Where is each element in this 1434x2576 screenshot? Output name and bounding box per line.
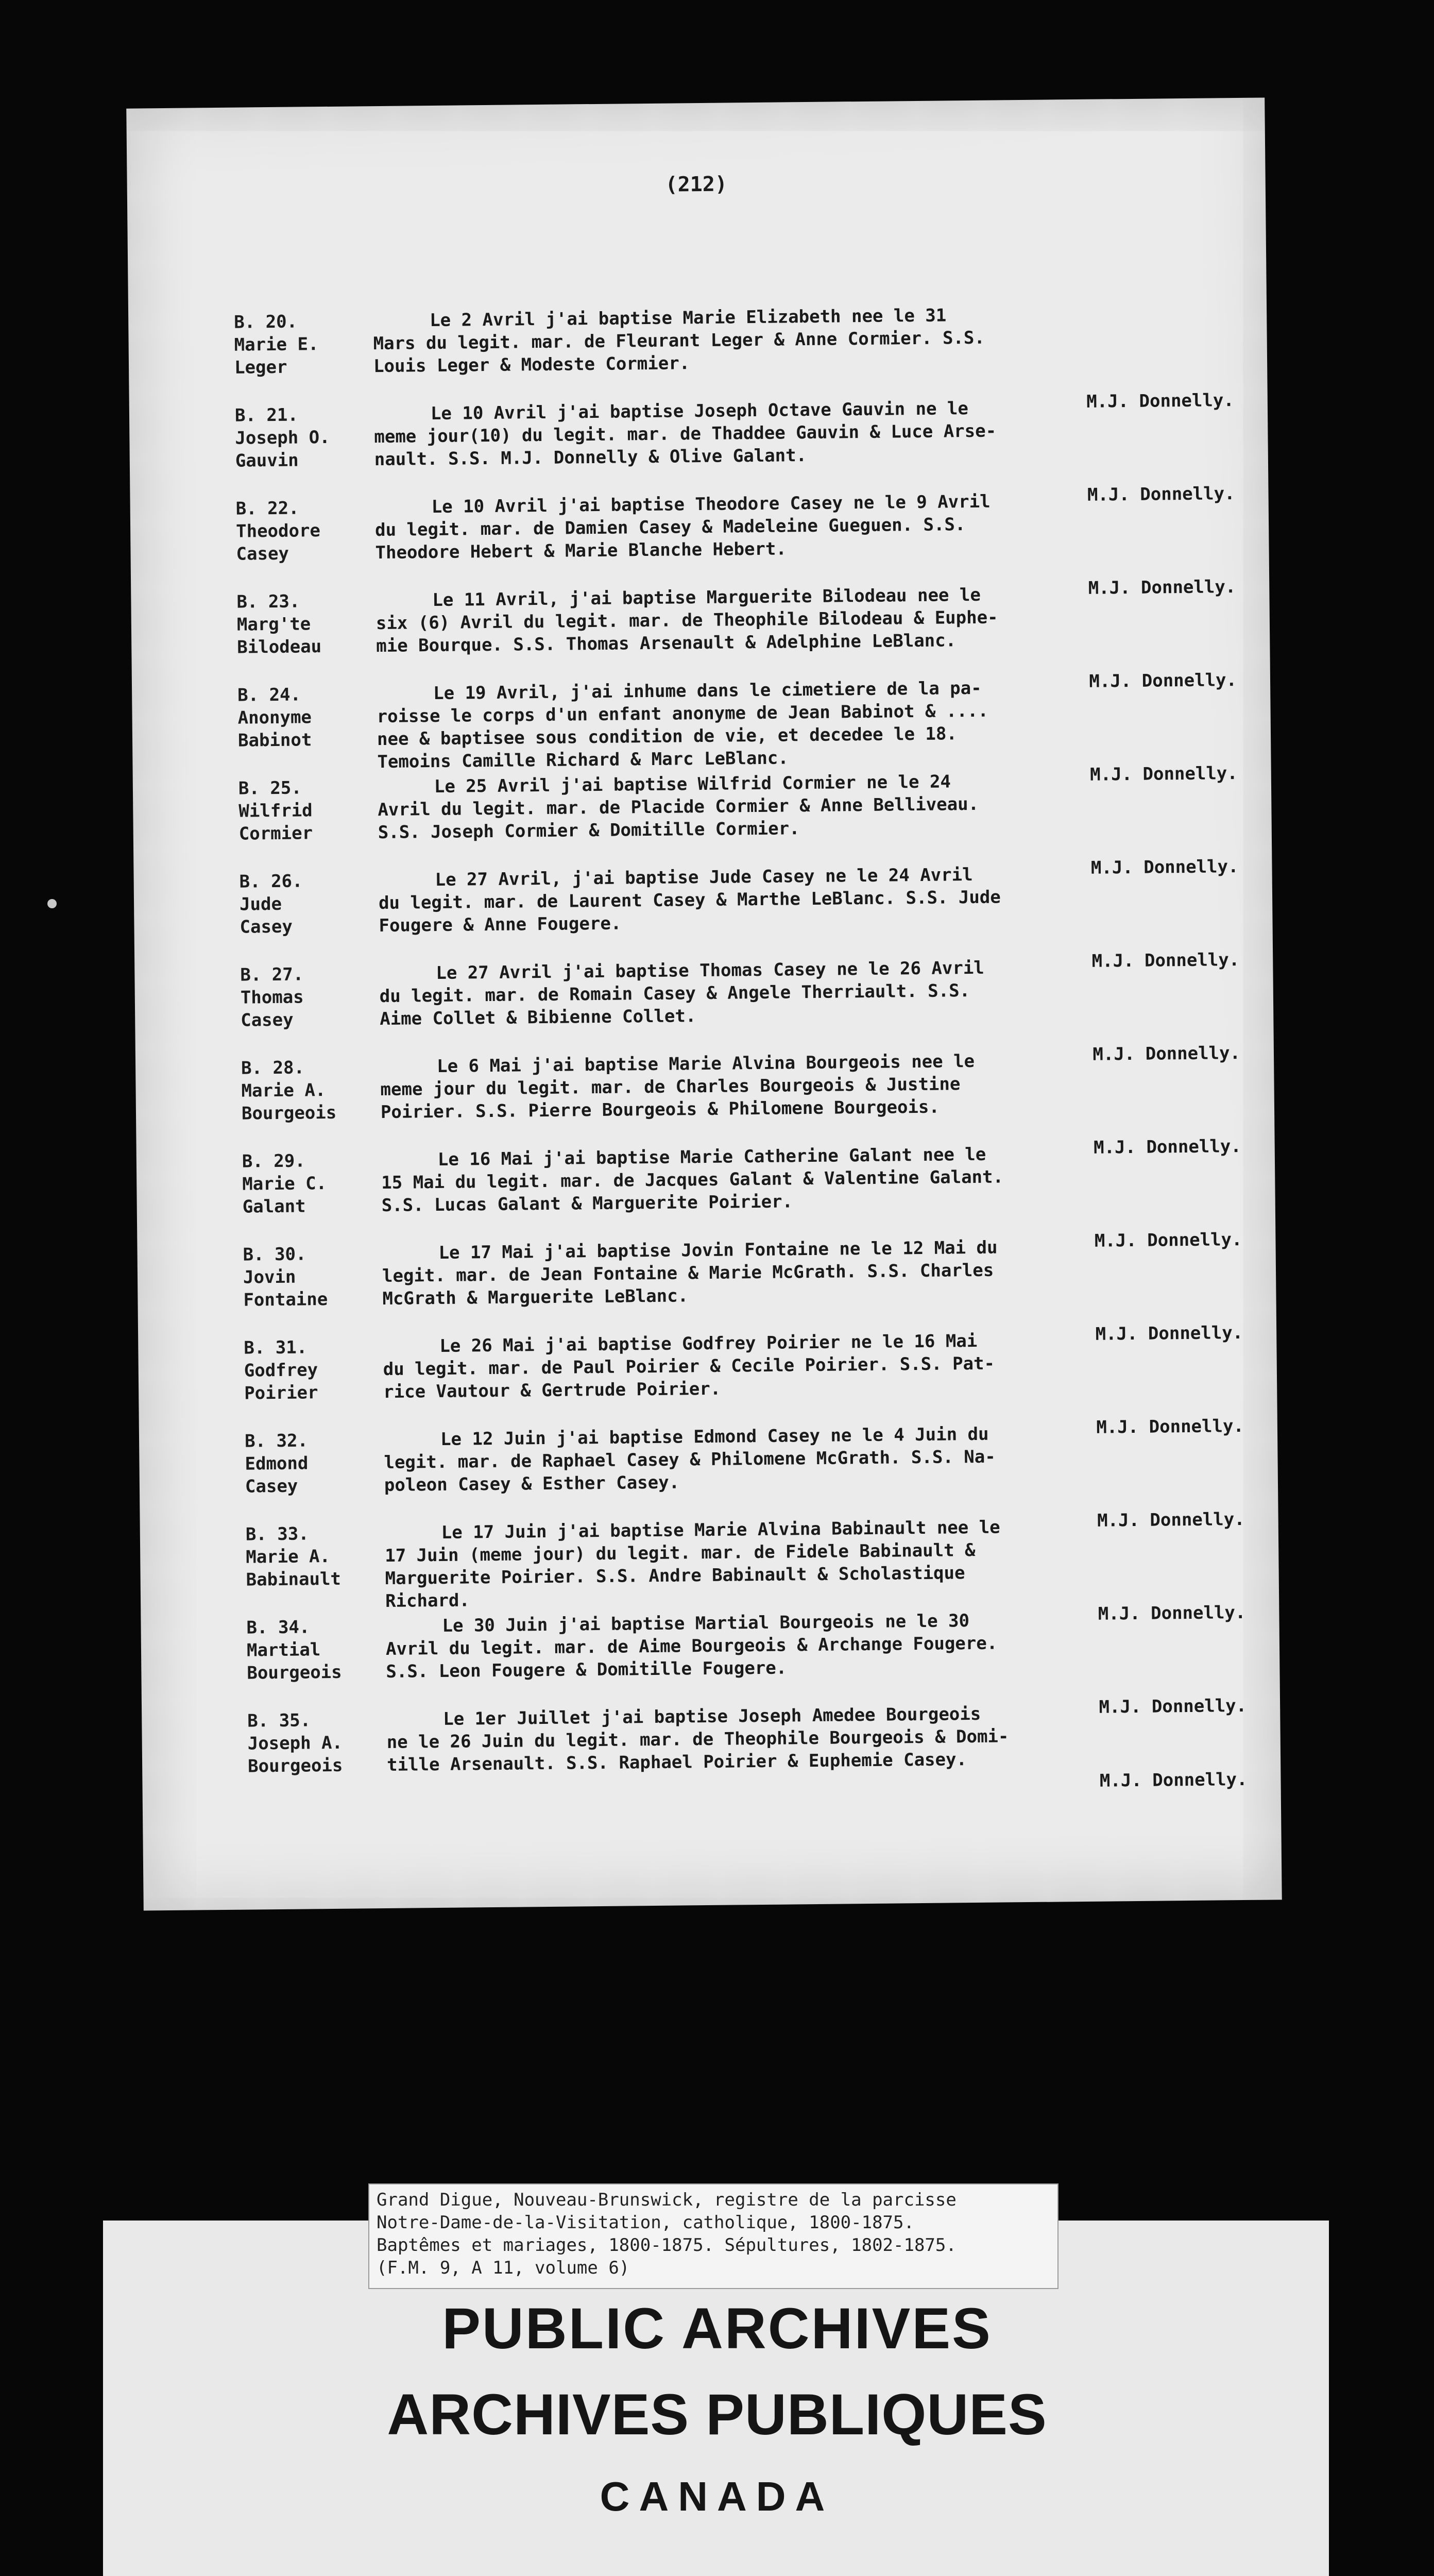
entry-label-line: B. 29. xyxy=(242,1150,305,1172)
entry-text-line: S.S. Leon Fougere & Domitille Fougere. xyxy=(386,1657,787,1682)
entry-label xyxy=(234,310,389,379)
archive-title-english: PUBLIC ARCHIVES xyxy=(442,2296,992,2361)
entry-text-line: legit. mar. de Jean Fontaine & Marie McGrath. S.S. Charles xyxy=(382,1260,994,1287)
entry-signature: M.J. Donnelly. xyxy=(1097,1509,1245,1531)
entry-signature: M.J. Donnelly. xyxy=(1093,1136,1241,1158)
entry-text-line: 17 Juin (meme jour) du legit. mar. de Fidele Babinault & xyxy=(385,1539,976,1566)
entry-text-line: Le 12 Juin j'ai baptise Edmond Casey ne le 4 Juin du xyxy=(440,1423,989,1450)
entry-text-line: S.S. Lucas Galant & Marguerite Poirier. xyxy=(381,1191,793,1216)
entry-text-line: Le 17 Juin j'ai baptise Marie Alvina Babinault nee le xyxy=(441,1517,1000,1543)
entry-text-line: Aime Collet & Bibienne Collet. xyxy=(380,1006,696,1030)
entry-label-line: Thomas xyxy=(240,987,304,1008)
entry-text-line: meme jour(10) du legit. mar. de Thaddee Gauvin & Luce Arse- xyxy=(374,420,997,448)
citation-line: Grand Digue, Nouveau-Brunswick, registre de la parcisse xyxy=(377,2190,957,2210)
entry-text-line: Le 11 Avril, j'ai baptise Marguerite Bilodeau nee le xyxy=(432,584,981,611)
entry-text xyxy=(381,1141,1252,1217)
entry-label-line: B. 31. xyxy=(244,1337,308,1359)
register-entries xyxy=(234,301,1268,1803)
entry-label-line: Marie E. xyxy=(234,334,319,355)
entry-signature: M.J. Donnelly. xyxy=(1098,1602,1246,1624)
entry-label-line: Godfrey xyxy=(244,1360,318,1381)
entry-signature: M.J. Donnelly. xyxy=(1094,1229,1242,1251)
entry-label xyxy=(240,962,395,1032)
register-page xyxy=(126,97,1282,1910)
entry-label-line: Babinault xyxy=(246,1568,342,1590)
archive-title-french: ARCHIVES PUBLIQUES xyxy=(387,2382,1047,2447)
entry-text-line: Theodore Hebert & Marie Blanche Hebert. xyxy=(375,538,787,564)
entry-signature: M.J. Donnelly. xyxy=(1092,1043,1241,1065)
entry-text-line: Le 6 Mai j'ai baptise Marie Alvina Bourgeois nee le xyxy=(436,1050,975,1077)
entry-signature: M.J. Donnelly. xyxy=(1087,483,1235,505)
citation-label xyxy=(368,2183,1059,2289)
entry-text-line: Le 30 Juin j'ai baptise Martial Bourgeois ne le 30 xyxy=(442,1611,970,1636)
entry-text-line: tille Arsenault. S.S. Raphael Poirier & Euphemie Casey. xyxy=(386,1749,967,1775)
entry-text xyxy=(385,1514,1256,1613)
register-entry xyxy=(247,1700,1268,1803)
entry-text-line: Le 10 Avril j'ai baptise Joseph Octave Gauvin ne le xyxy=(430,398,969,425)
page-number: (212) xyxy=(665,172,728,197)
entry-label-line: Marie C. xyxy=(242,1173,327,1195)
entry-signature: M.J. Donnelly. xyxy=(1088,577,1236,599)
entry-label xyxy=(236,496,391,566)
entry-label-line: Bourgeois xyxy=(247,1755,343,1777)
entry-label-line: Bourgeois xyxy=(241,1102,337,1124)
entry-label-line: B. 23. xyxy=(236,591,300,613)
entry-signature: M.J. Donnelly. xyxy=(1089,670,1237,692)
entry-label xyxy=(241,1056,396,1125)
entry-label-line: Fontaine xyxy=(243,1289,328,1311)
entry-text-line: du legit. mar. de Romain Casey & Angele Therriault. S.S. xyxy=(379,980,970,1007)
entry-signature: M.J. Donnelly. xyxy=(1096,1415,1244,1438)
citation-line: Notre-Dame-de-la-Visitation, catholique, 1800-1875. xyxy=(377,2212,914,2233)
entry-label-line: Joseph A. xyxy=(247,1732,343,1754)
entry-text xyxy=(380,1047,1251,1124)
entry-text-line: Le 27 Avril, j'ai baptise Jude Casey ne le 24 Avril xyxy=(435,864,973,891)
entry-text xyxy=(379,954,1250,1030)
entry-label xyxy=(237,683,392,752)
entry-text-line: 15 Mai du legit. mar. de Jacques Galant & Valentine Galant. xyxy=(381,1166,1004,1194)
entry-label xyxy=(242,1149,397,1218)
archive-country: CANADA xyxy=(600,2473,834,2519)
entry-label-line: B. 32. xyxy=(244,1430,309,1452)
entry-text-line: Le 16 Mai j'ai baptise Marie Catherine Galant nee le xyxy=(437,1144,986,1170)
entry-signature: M.J. Donnelly. xyxy=(1099,1769,1248,1791)
entry-text xyxy=(377,674,1248,773)
entry-label-line: B. 30. xyxy=(243,1244,306,1265)
entry-label xyxy=(238,776,394,845)
entry-label-line: Marg'te xyxy=(236,614,311,635)
entry-label-line: Marie A. xyxy=(241,1080,326,1101)
entry-text-line: Le 2 Avril j'ai baptise Marie Elizabeth nee le 31 xyxy=(430,305,947,331)
entry-signature: M.J. Donnelly. xyxy=(1095,1322,1243,1345)
entry-text-line: McGrath & Marguerite LeBlanc. xyxy=(382,1285,689,1310)
entry-text-line: Le 27 Avril j'ai baptise Thomas Casey ne le 26 Avril xyxy=(436,957,984,984)
entry-text-line: du legit. mar. de Paul Poirier & Cecile Poirier. S.S. Pat- xyxy=(383,1353,995,1380)
entry-text-line: Le 25 Avril j'ai baptise Wilfrid Cormier ne le 24 xyxy=(434,771,951,798)
citation-line: (F.M. 9, A 11, volume 6) xyxy=(377,2258,630,2278)
entry-text-line: roisse le corps d'un enfant anonyme de Jean Babinot & .... xyxy=(377,700,989,727)
entry-label xyxy=(247,1708,402,1778)
entry-signature: M.J. Donnelly. xyxy=(1086,390,1234,412)
entry-text-line: Marguerite Poirier. S.S. Andre Babinault & Scholastique xyxy=(385,1563,965,1589)
entry-label-line: Anonyme xyxy=(237,707,312,728)
entry-label xyxy=(236,589,391,659)
entry-text-line: legit. mar. de Raphael Casey & Philomene McGrath. S.S. Na- xyxy=(384,1446,996,1473)
entry-label-line: Galant xyxy=(242,1196,306,1217)
entry-label-line: Bilodeau xyxy=(237,636,322,658)
entry-label xyxy=(246,1615,401,1685)
entry-label-line: B. 20. xyxy=(234,311,298,333)
entry-text xyxy=(378,768,1249,844)
entry-text-line: Le 10 Avril j'ai baptise Theodore Casey ne le 9 Avril xyxy=(431,491,991,518)
entry-label-line: Cormier xyxy=(238,823,313,844)
entry-label xyxy=(246,1522,401,1591)
film-speck xyxy=(47,899,57,908)
entry-text xyxy=(374,395,1245,471)
entry-label-line: B. 26. xyxy=(239,871,303,892)
entry-signature: M.J. Donnelly. xyxy=(1099,1695,1247,1718)
entry-text xyxy=(375,488,1246,564)
entry-text xyxy=(383,1327,1254,1403)
entry-text-line: Le 1er Juillet j'ai baptise Joseph Amedee Bourgeois xyxy=(443,1703,981,1730)
entry-text-line: Avril du legit. mar. de Aime Bourgeois & Archange Fougere. xyxy=(385,1633,998,1659)
entry-label-line: Marie A. xyxy=(246,1546,331,1568)
entry-label-line: Theodore xyxy=(235,520,321,542)
entry-label-line: Wilfrid xyxy=(238,800,313,822)
entry-label-line: B. 33. xyxy=(245,1523,309,1545)
entry-text-line: Temoins Camille Richard & Marc LeBlanc. xyxy=(377,748,789,773)
entry-label xyxy=(239,869,394,939)
entry-text-line: Mars du legit. mar. de Fleurant Leger & Anne Cormier. S.S. xyxy=(373,327,985,354)
entry-text xyxy=(382,1234,1253,1310)
entry-text xyxy=(384,1420,1255,1497)
entry-text-line: Richard. xyxy=(385,1590,470,1612)
entry-text-line: mie Bourque. S.S. Thomas Arsenault & Adelphine LeBlanc. xyxy=(376,630,957,657)
entry-label-line: B. 34. xyxy=(246,1617,310,1638)
entry-text xyxy=(385,1607,1256,1683)
entry-text xyxy=(373,301,1244,378)
entry-text-line: Avril du legit. mar. de Placide Cormier & Anne Belliveau. xyxy=(378,793,979,821)
entry-label-line: Casey xyxy=(236,543,289,565)
entry-text-line: ne le 26 Juin du legit. mar. de Theophile Bourgeois & Domi- xyxy=(386,1726,1009,1753)
entry-text-line: S.S. Joseph Cormier & Domitille Cormier. xyxy=(378,818,800,843)
entry-signature: M.J. Donnelly. xyxy=(1091,950,1240,972)
entry-text-line: nault. S.S. M.J. Donnelly & Olive Galant. xyxy=(374,445,807,470)
entry-label-line: Bourgeois xyxy=(247,1662,342,1684)
entry-label xyxy=(245,1429,400,1498)
entry-label-line: Joseph O. xyxy=(235,427,330,449)
entry-text-line: six (6) Avril du legit. mar. de Theophile Bilodeau & Euphe- xyxy=(375,607,998,634)
entry-label-line: Casey xyxy=(245,1476,298,1497)
entry-label-line: Casey xyxy=(241,1009,294,1031)
entry-label-line: Poirier xyxy=(244,1382,318,1404)
citation-line: Baptêmes et mariages, 1800-1875. Sépultures, 1802-1875. xyxy=(377,2235,957,2256)
entry-label-line: Jude xyxy=(239,893,282,915)
entry-text xyxy=(378,861,1249,937)
entry-text xyxy=(386,1700,1257,1776)
entry-label-line: B. 28. xyxy=(241,1057,305,1079)
entry-label-line: Babinot xyxy=(237,730,312,751)
entry-text-line: du legit. mar. de Damien Casey & Madeleine Gueguen. S.S. xyxy=(374,514,966,541)
entry-label-line: Gauvin xyxy=(235,450,299,471)
entry-label xyxy=(243,1242,398,1312)
entry-text xyxy=(375,581,1247,657)
entry-text-line: nee & baptisee sous condition de vie, et decedee le 18. xyxy=(377,723,958,750)
entry-signature: M.J. Donnelly. xyxy=(1089,763,1238,785)
entry-label-line: Martial xyxy=(246,1639,321,1661)
entry-text-line: du legit. mar. de Laurent Casey & Marthe LeBlanc. S.S. Jude xyxy=(378,887,1001,914)
entry-label-line: B. 25. xyxy=(238,777,302,799)
entry-text-line: Le 17 Mai j'ai baptise Jovin Fontaine ne le 12 Mai du xyxy=(438,1237,998,1263)
entry-label-line: B. 22. xyxy=(235,498,299,519)
entry-text-line: rice Vautour & Gertrude Poirier. xyxy=(383,1378,721,1403)
entry-text-line: Fougere & Anne Fougere. xyxy=(379,913,622,937)
entry-label-line: Leger xyxy=(234,357,287,378)
entry-signature: M.J. Donnelly. xyxy=(1090,856,1239,878)
entry-text-line: meme jour du legit. mar. de Charles Bourgeois & Justine xyxy=(380,1074,961,1100)
entry-label xyxy=(244,1335,399,1405)
entry-text-line: poleon Casey & Esther Casey. xyxy=(384,1472,680,1496)
entry-label-line: B. 27. xyxy=(240,964,304,986)
entry-label xyxy=(235,403,390,472)
entry-label-line: B. 24. xyxy=(237,684,301,706)
entry-label-line: Jovin xyxy=(243,1266,296,1288)
entry-text-line: Le 19 Avril, j'ai inhume dans le cimetiere de la pa- xyxy=(433,677,982,704)
entry-text-line: Poirier. S.S. Pierre Bourgeois & Philomene Bourgeois. xyxy=(380,1096,940,1123)
entry-label-line: Casey xyxy=(240,916,293,938)
entry-label-line: B. 21. xyxy=(234,404,299,426)
entry-text-line: Louis Leger & Modeste Cormier. xyxy=(373,353,690,377)
entry-text-line: Le 26 Mai j'ai baptise Godfrey Poirier ne le 16 Mai xyxy=(439,1330,978,1357)
entry-label-line: B. 35. xyxy=(247,1710,311,1732)
entry-label-line: Edmond xyxy=(245,1453,309,1475)
